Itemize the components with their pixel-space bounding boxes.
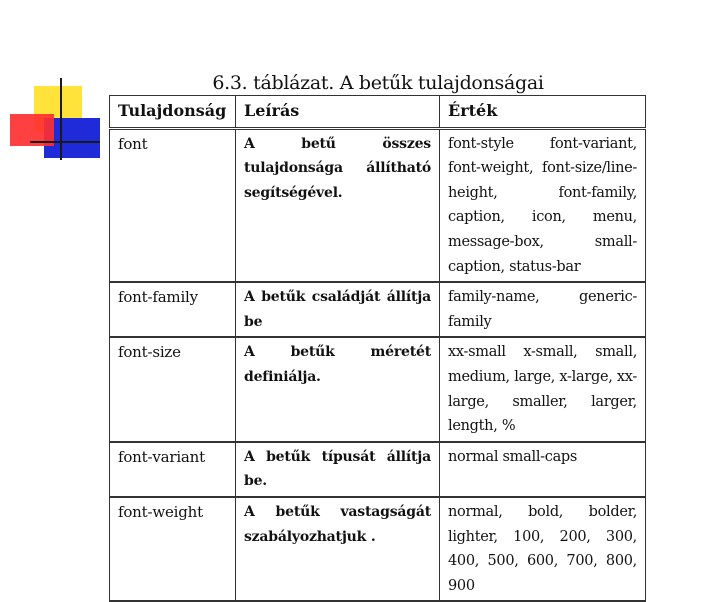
table-caption: 6.3. táblázat. A betűk tulajdonságai	[212, 72, 544, 94]
cell-description: A betű összes tulajdonsága állítható segítségével.	[236, 128, 440, 282]
cell-value: font-style font-variant, font-weight, font-size/line-height, font-family, caption, icon, menu, message-box, small-caption, status-bar	[440, 128, 646, 282]
slide-decoration	[0, 0, 110, 165]
font-properties-table	[109, 95, 646, 602]
table-row	[110, 337, 646, 441]
table-row	[110, 128, 646, 282]
cell-value: normal small-caps	[440, 442, 646, 497]
header-description: Leírás	[236, 96, 440, 129]
cell-property: font-family	[110, 282, 236, 337]
cell-value: family-name, generic-family	[440, 282, 646, 337]
cell-description: A betűk vastagságát szabályozhatjuk .	[236, 497, 440, 601]
table-header-row	[110, 96, 646, 129]
cell-property: font-variant	[110, 442, 236, 497]
cell-value: xx-small x-small, small, medium, large, x-large, xx-large, smaller, larger, length, %	[440, 337, 646, 441]
cell-value: normal, bold, bolder, lighter, 100, 200, 300, 400, 500, 600, 700, 800, 900	[440, 497, 646, 601]
header-value: Érték	[440, 96, 646, 129]
table-row	[110, 442, 646, 497]
table-row	[110, 282, 646, 337]
cell-description: A betűk családját állítja be	[236, 282, 440, 337]
header-property: Tulajdonság	[110, 96, 236, 129]
cell-property: font-size	[110, 337, 236, 441]
cell-description: A betűk típusát állítja be.	[236, 442, 440, 497]
table-row	[110, 497, 646, 601]
cell-property: font	[110, 128, 236, 282]
cell-property: font-weight	[110, 497, 236, 601]
cell-description: A betűk méretét definiálja.	[236, 337, 440, 441]
